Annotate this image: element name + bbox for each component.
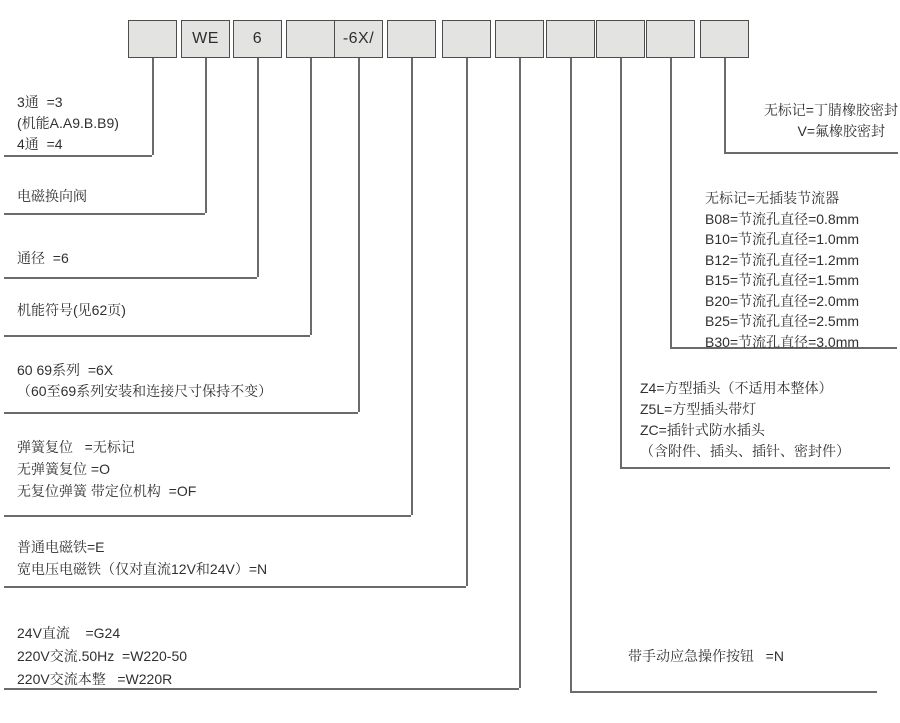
underline-seal — [724, 152, 898, 154]
underline-size — [4, 277, 257, 279]
annotation-line: 无复位弹簧 带定位机构 =OF — [17, 483, 197, 499]
annotation-line: 220V交流本整 =W220R — [17, 671, 173, 687]
underline-plug — [620, 467, 890, 469]
annotation-line: 机能符号(见62页) — [17, 302, 126, 318]
connector-vline-spool — [310, 58, 312, 335]
underline-ports — [4, 155, 152, 157]
annotation-line: 通径 =6 — [17, 250, 69, 266]
annotation-line: 24V直流 =G24 — [17, 625, 121, 641]
annotation-line: 宽电压电磁铁（仅对直流12V和24V）=N — [17, 561, 268, 577]
annotation-line: 220V交流.50Hz =W220-50 — [17, 648, 188, 664]
connector-vline-spring — [411, 58, 413, 515]
connector-vline-solenoid — [466, 58, 468, 586]
connector-vline-manual — [570, 58, 572, 691]
underline-series — [4, 412, 358, 414]
annotation-line: B08=节流孔直径=0.8mm — [705, 210, 860, 227]
annotation-line: B30=节流孔直径=3.0mm — [705, 333, 860, 350]
connector-vline-voltage — [519, 58, 521, 688]
annotation-throttle — [705, 188, 859, 352]
code-box-ports — [128, 20, 177, 58]
underline-spool — [4, 335, 310, 337]
underline-solenoid — [4, 586, 466, 588]
code-box-voltage — [495, 20, 544, 58]
annotation-line: 无弹簧复位 =O — [17, 461, 110, 477]
annotation-solenoid-type — [17, 536, 267, 580]
annotation-line: B15=节流孔直径=1.5mm — [705, 272, 860, 288]
code-box-series — [334, 20, 383, 58]
connector-vline-throttle — [670, 58, 672, 347]
annotation-line: B12=节流孔直径=1.2mm — [705, 251, 860, 268]
code-box-spool — [286, 20, 335, 58]
code-box-label: -6X/ — [342, 30, 375, 47]
annotation-line: 60 69系列 =6X — [17, 362, 114, 378]
annotation-line: （含附件、插头、插针、密封件） — [640, 443, 850, 459]
annotation-line: (机能A.A9.B.B9) — [17, 115, 119, 131]
annotation-line: 4通 =4 — [17, 136, 63, 152]
connector-vline-series — [358, 58, 360, 412]
annotation-line: ZC=插针式防水插头 — [640, 422, 765, 438]
connector-vline-size — [257, 58, 259, 277]
connector-vline-ports — [152, 58, 154, 155]
annotation-size — [17, 248, 69, 269]
code-box-spring — [387, 20, 436, 58]
code-box-plug — [596, 20, 645, 58]
underline-we — [4, 213, 205, 215]
annotation-plug — [640, 378, 850, 462]
annotation-line: B10=节流孔直径=1.0mm — [705, 231, 860, 247]
annotation-line: （60至69系列安装和连接尺寸保持不变） — [17, 383, 273, 399]
annotation-spring-return — [17, 436, 196, 502]
code-box-we — [181, 20, 230, 58]
annotation-line: 普通电磁铁=E — [17, 539, 105, 555]
connector-vline-plug — [620, 58, 622, 467]
annotation-line: 无标记=无插装节流器 — [705, 190, 840, 206]
annotation-line: 弹簧复位 =无标记 — [17, 439, 135, 455]
annotation-voltage — [17, 622, 187, 691]
code-box-seal — [700, 20, 749, 58]
annotation-line: 3通 =3 — [17, 94, 63, 110]
annotation-line: V=氟橡胶密封 — [797, 123, 885, 139]
connector-vline-we — [205, 58, 207, 213]
code-box-manual — [546, 20, 595, 58]
code-box-label: 6 — [252, 30, 263, 47]
annotation-ports — [17, 92, 119, 155]
annotation-line: Z5L=方型插头带灯 — [640, 401, 757, 417]
annotation-valve-type — [17, 186, 87, 207]
annotation-line: 带手动应急操作按钮 =N — [628, 648, 784, 664]
underline-spring — [4, 515, 411, 517]
annotation-line: B20=节流孔直径=2.0mm — [705, 292, 860, 309]
annotation-line: B25=节流孔直径=2.5mm — [705, 313, 860, 329]
code-box-label: WE — [192, 30, 219, 47]
underline-manual — [570, 691, 877, 693]
code-box-size — [233, 20, 282, 58]
annotation-series — [17, 360, 272, 402]
annotation-manual-override — [628, 646, 784, 667]
annotation-line: Z4=方型插头（不适用本整体） — [640, 380, 833, 396]
annotation-line: 电磁换向阀 — [17, 188, 87, 204]
annotation-spool-symbol — [17, 300, 126, 321]
code-box-throttle — [646, 20, 695, 58]
code-box-solenoid — [442, 20, 491, 58]
annotation-seal — [700, 100, 898, 142]
annotation-line: 无标记=丁腈橡胶密封 — [763, 102, 898, 118]
